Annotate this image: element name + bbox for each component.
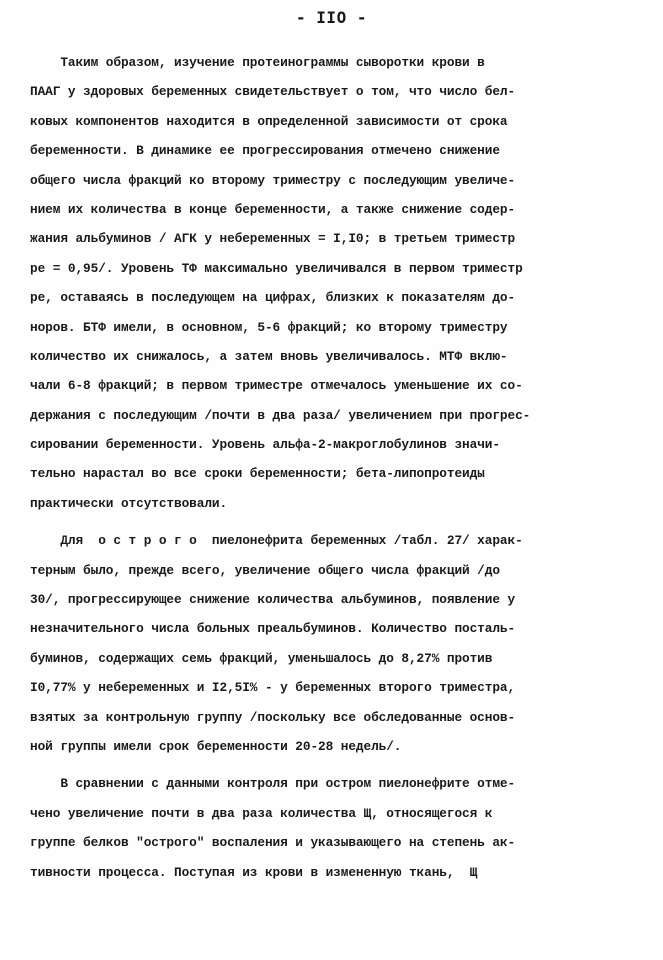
text-line: ре, оставаясь в последующем на цифрах, близких к показателям до- [30,290,516,306]
paragraph-gap [30,761,642,769]
text-line: тельно нарастал во все сроки беременности; бета-липопротеиды [30,466,485,482]
text-line: группе белков "острого" воспаления и указывающего на степень ак- [30,835,516,851]
text-line: взятых за контрольную группу /поскольку все обследованные основ- [30,709,516,725]
paragraph-gap [30,518,642,526]
text-line: ПААГ у здоровых беременных свидетельствует о том, что число бел- [30,84,516,100]
text-line: чено увеличение почти в два раза количества Щ, относящегося к [30,805,493,821]
text-line: количество их снижалось, а затем вновь увеличивалось. МТФ вклю- [30,348,508,364]
text-line: держания с последующим /почти в два раза/ увеличением при прогрес- [30,407,531,423]
page-number: - IIO - [296,8,367,27]
text-line: ной группы имели срок беременности 20-28 недель/. [30,738,402,754]
text-line: В сравнении с данными контроля при остром пиелонефрите отме- [30,776,516,792]
text-line: беременности. В динамике ее прогрессирования отмечено снижение [30,143,500,159]
text-line: 30/, прогрессирующее снижение количества альбуминов, появление у [30,592,516,608]
text-line: Для о с т р о г о пиелонефрита беременных /табл. 27/ харак- [30,533,523,549]
text-line: норов. БТФ имели, в основном, 5-6 фракций; ко второму триместру [30,319,508,335]
text-line: незначительного числа больных преальбуминов. Количество посталь- [30,621,516,637]
text-line: общего числа фракций ко второму триместру с последующим увеличе- [30,172,516,188]
text-line: жания альбуминов / АГК у небеременных = I,I0; в третьем триместр [30,231,516,247]
text-line: I0,77% у небеременных и I2,5I% - у беременных второго триместра, [30,680,516,696]
text-line: ре = 0,95/. Уровень ТФ максимально увеличивался в первом триместр [30,260,523,276]
text-line: чали 6-8 фракций; в первом триместре отмечалось уменьшение их со- [30,378,523,394]
text-line: буминов, содержащих семь фракций, уменьшалось до 8,27% против [30,650,493,666]
text-line: терным было, прежде всего, увеличение общего числа фракций /до [30,562,500,578]
body-text [30,48,642,887]
text-line: тивности процесса. Поступая из крови в измененную ткань, Щ [30,864,478,880]
text-line: нием их количества в конце беременности, а также снижение содер- [30,201,516,217]
paragraph [30,48,642,518]
text-line: сировании беременности. Уровень альфа-2-макроглобулинов значи- [30,437,500,453]
paragraph [30,526,642,761]
text-line: Таким образом, изучение протеинограммы сыворотки крови в [30,55,485,70]
text-line: ковых компонентов находится в определенной зависимости от срока [30,113,508,129]
text-line: практически отсутствовали. [30,495,228,511]
paragraph [30,769,642,887]
